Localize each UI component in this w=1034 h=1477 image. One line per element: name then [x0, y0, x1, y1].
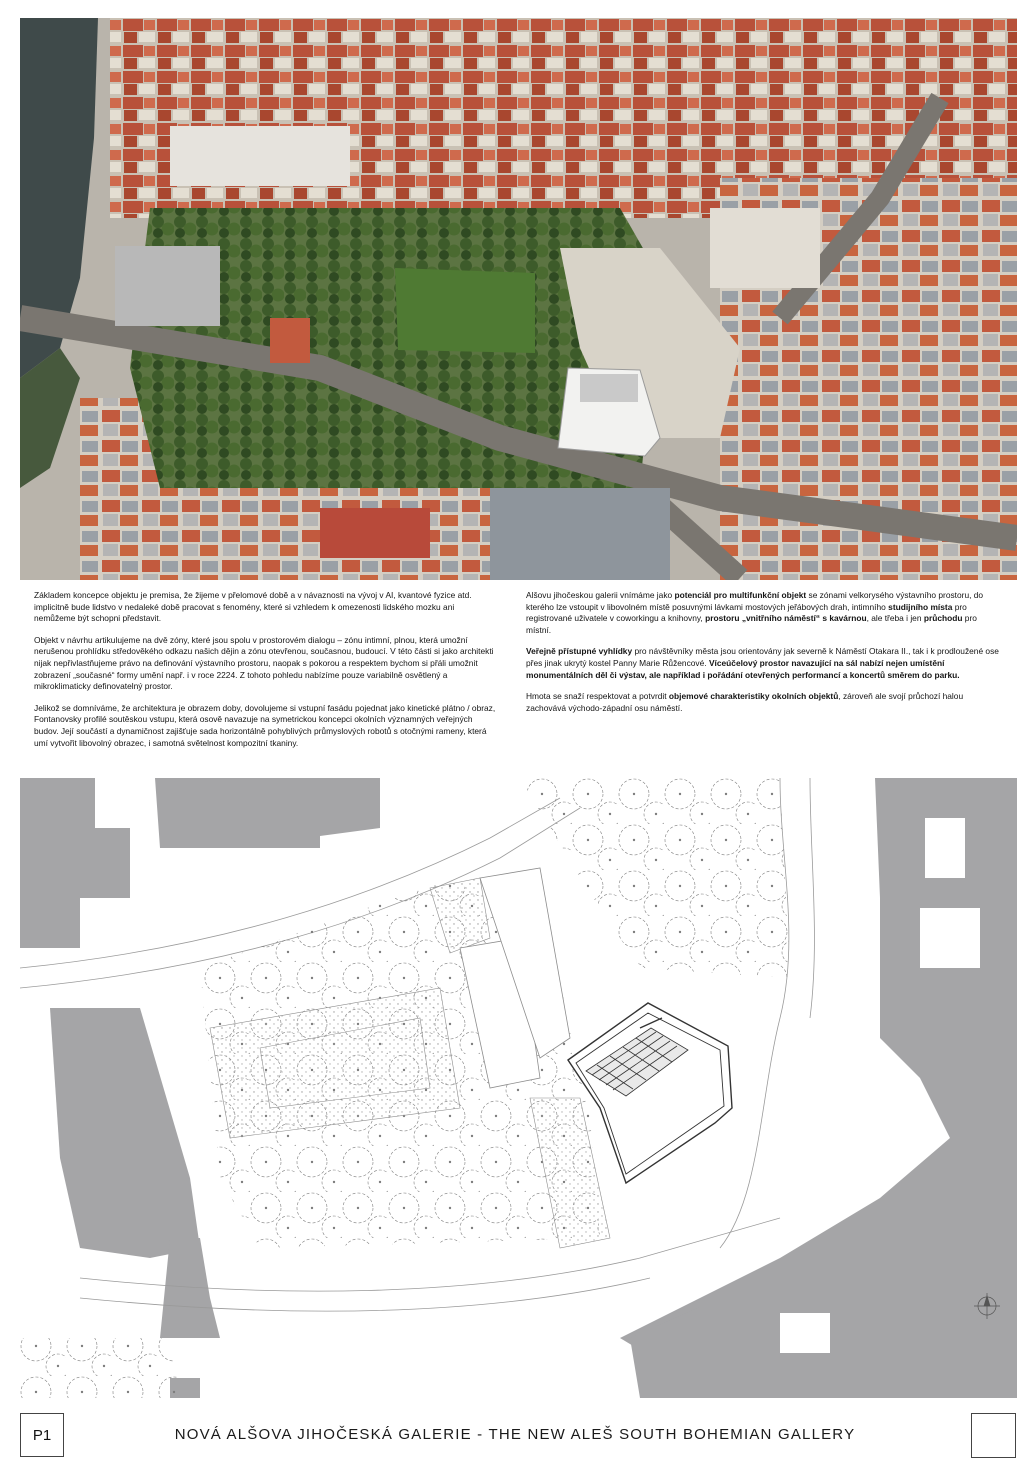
paragraph: Hmota se snaží respektovat a potvrdit objemové charakteristiky okolních objektů, zároveň ale svojí průchozí halou zachovává východo-západní osu náměstí. — [526, 691, 964, 713]
paragraph: Jelikož se domníváme, že architektura je obrazem doby, dovolujeme si vstupní fasádu pojednat jako kinetické plátno / obraz, Fontanovsky profilé soutěskou vstupu, která osově navazuje na symetrickou koncepci okolních významných veřejných budov. Její součástí a dynamičnost zajišťuje sada horizontálně pohyblivých průmyslových robotů s otočnými rameny, která umí vytvořit libovolný obrazec, i samotná světelnost kompozitní tkaniny. — [34, 702, 496, 748]
page-number: P1 — [32, 1426, 52, 1444]
page-title: NOVÁ ALŠOVA JIHOČESKÁ GALERIE - THE NEW ALEŠ SOUTH BOHEMIAN GALLERY — [174, 1426, 856, 1443]
paragraph: Veřejně přístupné vyhlídky pro návštěvníky města jsou orientovány jak severně k Náměstí Otakara II., tak i k prodloužené ose přes jinak ukrytý kostel Panny Marie Růžencové. Víceúčelový prostor navazující na sál nabízí nejen umístění monumentálních děl či výstav, ale například i pořádání otevřených performancí a koncertů směrem do parku. — [526, 646, 999, 680]
paragraph: Základem koncepce objektu je premisa, že žijeme v přelomové době a v návaznosti na vývoj v AI, kvantové fyzice atd. implicitně bude lidstvo v nedaleké době pracovat s fenomény, které si vzhledem k omezenosti lidského mozku ani nemůžeme být schopni představit. — [34, 590, 472, 624]
site-plan-drawing — [20, 778, 1017, 1398]
aerial-photo — [20, 18, 1017, 580]
paragraph: Alšovu jihočeskou galerii vnímáme jako potenciál pro multifunkční objekt se zónami velkorysého výstavního prostoru, do kterého lze vstoupit v libovolném místě posuvnými lávkami mostových jeřábových drah, intimního studijního místa pro registrované uživatele v coworkingu a knihovny, prostoru „vnitřního náměstí“ s kavárnou, ale třeba i jen průchodu pro místní. — [526, 590, 984, 635]
page-number-box — [20, 1413, 64, 1457]
logo-placeholder-box — [971, 1413, 1016, 1458]
description-left-column — [34, 590, 496, 759]
paragraph: Objekt v návrhu artikulujeme na dvě zóny, které jsou spolu v prostorovém dialogu – zónu intimní, plnou, která umožní nerušenou prohlídku středověkého odkazu našich dějin a zónu otevřenou, současnou, budoucí. V této části si jako architekti nijak nepřivlastňujeme právo na definování výstavního prostoru, naopak s pokorou a respektem bychom si přáli umožnit zobrazení „současné“ formy umění např. i v roce 2224. Z tohoto pohledu nabízíme pouze variabilně osvětlený a mikroklimaticky definovatelný prostor. — [34, 634, 494, 692]
description-right-column — [526, 590, 1000, 724]
